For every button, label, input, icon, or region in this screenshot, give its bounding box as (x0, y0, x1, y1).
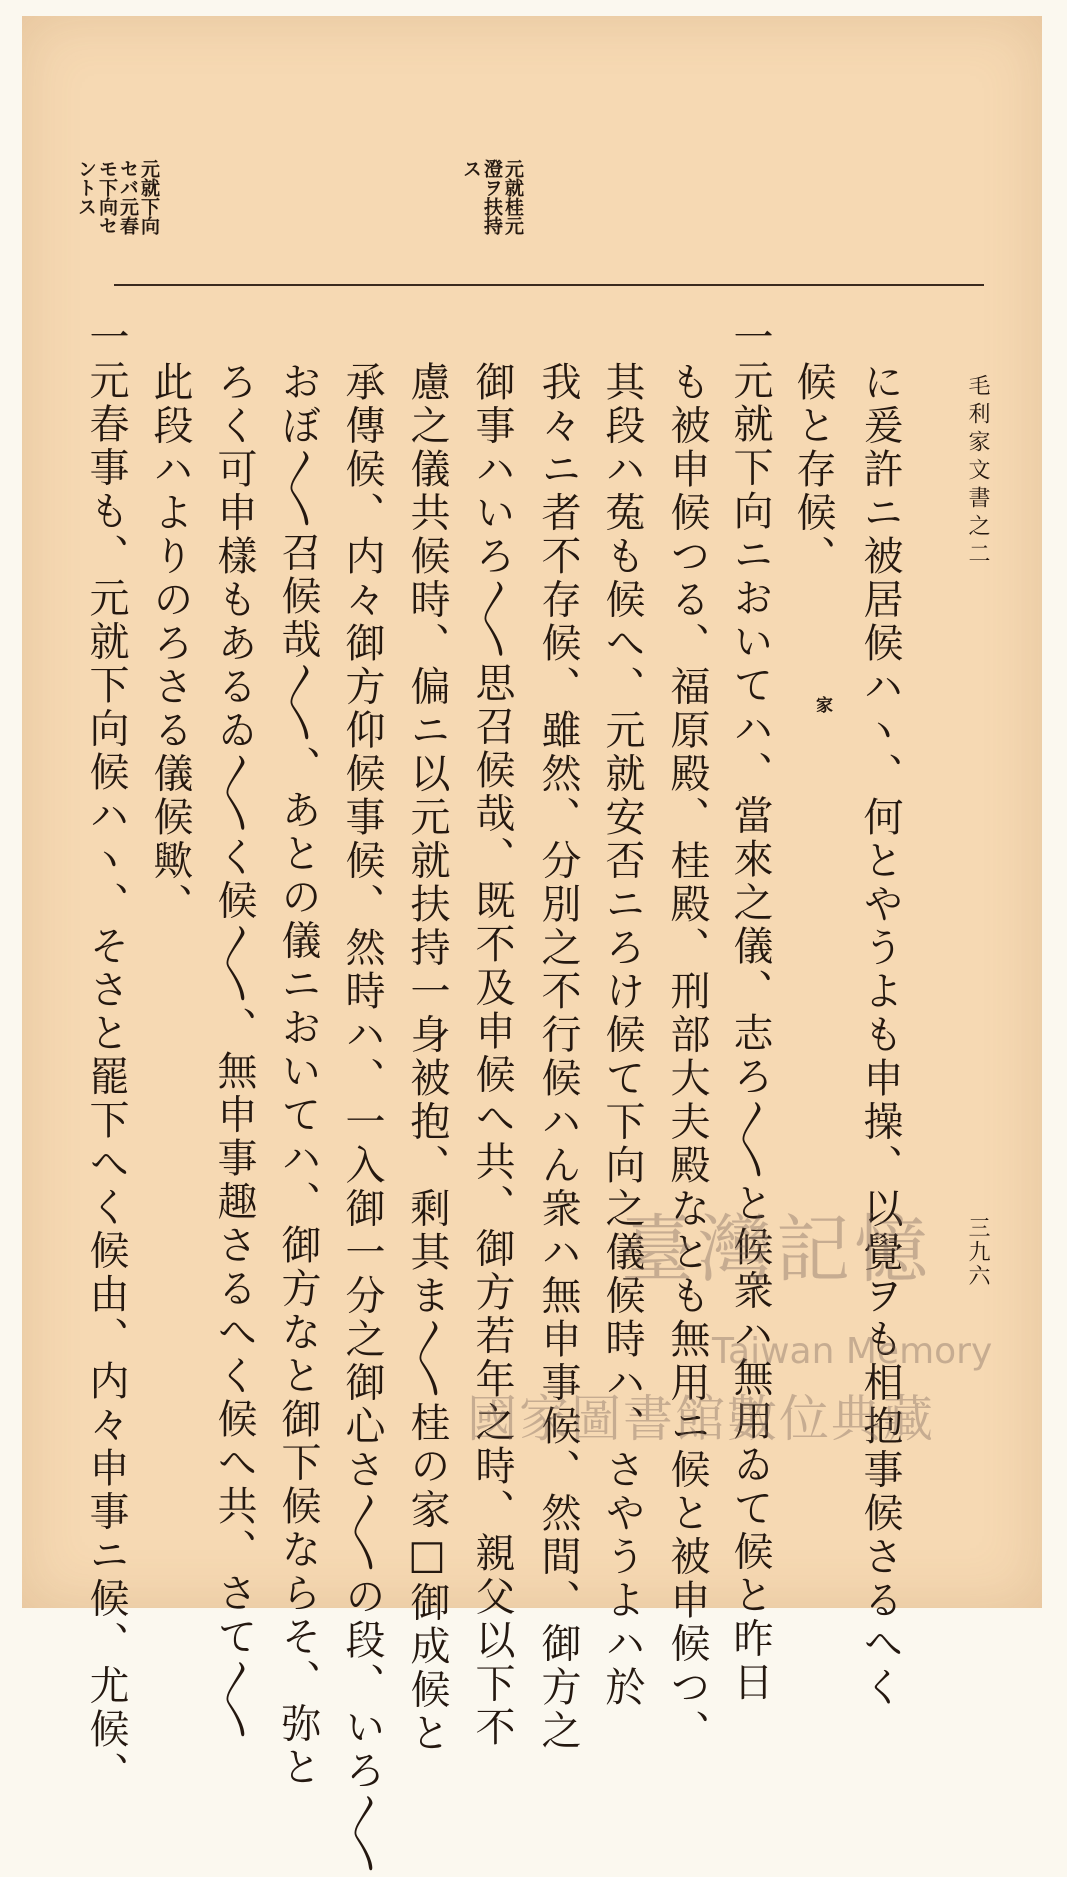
headnote-line: 元就桂元 (502, 159, 524, 235)
headnote-line: 澄ヲ扶持 (481, 159, 503, 235)
header-rule (114, 284, 984, 286)
text-column: 候と存候、 (790, 361, 836, 579)
text-column: おぼ〳〵召候哉〳〵、あとの儀ニおいてハ、御方なと御下候ならそ、弥と (275, 361, 321, 1790)
text-column: 一元就下向ニおいてハ、當來之儀、志ろ〳〵と候衆ハ無用ゐて候と昨日 (727, 316, 773, 1705)
text-column: 其段ハ菟も候へ、元就安否ニろけ候て下向之儀候時ハ、さやうよハ於 (599, 361, 645, 1710)
book-page (22, 16, 1042, 1877)
text-column: も被申候つる、福原殿、桂殿、刑部大夫殿なとも無用ニ候と被申候つ、 (664, 361, 710, 1753)
headnote-line: ス (460, 159, 482, 178)
text-column: 承傳候、内々御方仰候事候、然時ハ、一入御一分之御心さ〳〵の段、いろ〳〵 (339, 361, 385, 1877)
running-header: 毛利家文書之二 (965, 374, 990, 570)
text-column: 御事ハいろ〳〵思召候哉、既不及申候へ共、御方若年之時、親父以下不 (469, 361, 515, 1750)
text-column: に爰許ニ被居候ハヽ、何とやうよも申操、以覺ヲも相抱事候さるへく (857, 361, 903, 1710)
text-column: ろく可申樣もあるゐ〳〵く候〳〵、無申事趣さるへく候へ共、さて〳〵 (211, 361, 257, 1743)
headnote-line: モ下向セ (96, 159, 118, 235)
text-column: 慮之儀共候時、偏ニ以元就扶持一身被抱、剩其ま〳〵桂の家□御成候と (404, 361, 450, 1756)
text-column: 我々ニ者不存候、雖然、分別之不行候ハん衆ハ無申事候、然間、御方之 (535, 361, 581, 1753)
headnote-line: 元就下向 (138, 159, 160, 235)
watermark-english: Taiwan Memory (712, 1331, 993, 1372)
watermark-org: 國家圖書館數位典藏 (467, 1390, 935, 1448)
headnote-line: ントス (75, 159, 97, 216)
text-column: 一元春事も、元就下向候ハヽ、そさと罷下へく候由、内々申事ニ候、尤候、 (83, 316, 129, 1795)
watermark-logo: 臺灣記憶 (620, 1207, 932, 1293)
text-column: 此段ハよりのろさる儀候歟、 (147, 361, 193, 927)
interlinear-annotation: 家 (812, 696, 832, 713)
page-number: 三九六 (965, 1216, 990, 1288)
headnote-line: セバ元春 (117, 159, 139, 235)
